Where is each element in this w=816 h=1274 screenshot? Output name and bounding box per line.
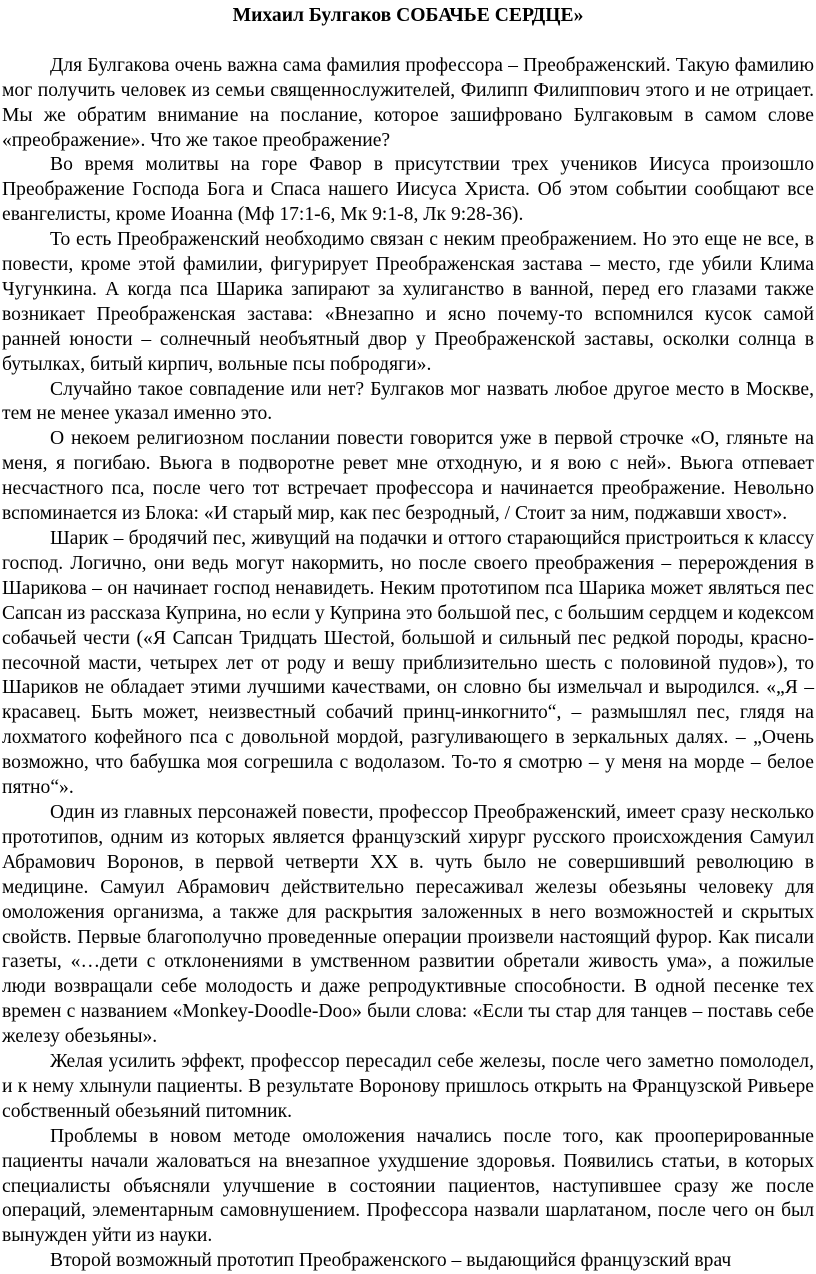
paragraph-2: Во время молитвы на горе Фавор в присутствии трех учеников Иисуса произошло Преображение Господа Бога и Спаса нашего Иисуса Христа. Об этом событии сообщают все евангелисты, кроме Иоанна (Мф 17:1-6, Мк 9:1-8, Лк 9:28-36). (2, 154, 814, 226)
paragraph-6: Шарик – бродячий пес, живущий на подачки и оттого старающийся пристроиться к классу господ. Логично, они ведь могут накормить, но после своего преображения – перерождения в Шарикова – он начинает господ ненавидеть. Неким прототипом пса Шарика может являться пес Сапсан из рассказа Куприна, но если у Куприна это большой пес, с большим сердцем и кодексом собачьей чести («Я Сапсан Тридцать Шестой, большой и сильный пес редкой породы, красно-песочной масти, четырех лет от роду и вешу приблизительно шесть с половиной пудов»), то Шариков не обладает этими лучшими качествами, он словно бы измельчал и выродился. «„Я – красавец. Быть может, неизвестный собачий принц-инкогнито“, – размышлял пес, глядя на лохматого кофейного пса с довольной мордой, разгуливающего в зеркальных далях. – „Очень возможно, что бабушка моя согрешила с водолазом. То-то я смотрю – у меня на морде – белое пятно“». (2, 528, 814, 799)
paragraph-5: О некоем религиозном послании повести говорится уже в первой строчке «О, гляньте на меня, я погибаю. Вьюга в подворотне ревет мне отходную, и я вою с ней». Вьюга отпевает несчастного пса, после чего тот встречает профессора и начинается преображение. Невольно вспоминается из Блока: «И старый мир, как пес безродный, / Стоит за ним, поджавши хвост». (2, 428, 814, 525)
document-title: Михаил Булгаков СОБАЧЬЕ СЕРДЦЕ» (232, 5, 584, 26)
paragraph-8: Желая усилить эффект, профессор пересадил себе железы, после чего заметно помолодел, и к нему хлынули пациенты. В результате Воронову пришлось открыть на Французской Ривьере собственный обезьяний питомник. (2, 1051, 814, 1122)
paragraph-10: Второй возможный прототип Преображенского – выдающийся французский врач (50, 1250, 732, 1272)
paragraph-9: Проблемы в новом методе омоложения начались после того, как прооперированные пациенты начали жаловаться на внезапное ухудшение здоровья. Появились статьи, в которых специалисты объясняли улучшение в состоянии пациентов, наступившее сразу же после операций, элементарным самовнушением. Профессора назвали шарлатаном, после чего он был вынужден уйти из науки. (2, 1125, 814, 1247)
paragraph-3: То есть Преображенский необходимо связан с неким преображением. Но это еще не все, в повести, кроме этой фамилии, фигурирует Преображенская застава – место, где убили Клима Чугункина. А когда пса Шарика запирают за хулиганство в ванной, перед его глазами также возникает Преображенская застава: «Внезапно и ясно почему-то вспомнился кусок самой ранней юности – солнечный необъятный двор у Преображенской заставы, осколки солнца в бутылках, битый кирпич, вольные псы побродяги». (2, 229, 814, 375)
paragraph-7: Один из главных персонажей повести, профессор Преображенский, имеет сразу несколько прототипов, одним из которых является французский хирург русского происхождения Самуил Абрамович Воронов, в первой четверти XX в. чуть было не совершивший революцию в медицине. Самуил Абрамович действительно пересаживал железы обезьяны человеку для омоложения организма, а также для раскрытия заложенных в него возможностей и скрытых свойств. Первые благополучно проведенные операции произвели настоящий фурор. Как писали газеты, «…дети с отклонениями в умственном развитии обретали живость ума», а пожилые люди возвращали себе молодость и даже репродуктивные способности. В одной песенке тех времен с названием «Monkey-Doodle-Doo» были слова: «Если ты стар для танцев – поставь себе железу обезьяны». (2, 801, 814, 1048)
paragraph-1: Для Булгакова очень важна сама фамилия профессора – Преображенский. Такую фамилию мог получить человек из семьи священнослужителей, Филипп Филиппович этого и не отрицает. Мы же обратим внимание на послание, которое зашифровано Булгаковым в самом слове «преображение». Что же такое преображение? (2, 54, 814, 151)
paragraph-4: Случайно такое совпадение или нет? Булгаков мог назвать любое другое место в Москве, тем не менее указал именно это. (2, 378, 814, 425)
